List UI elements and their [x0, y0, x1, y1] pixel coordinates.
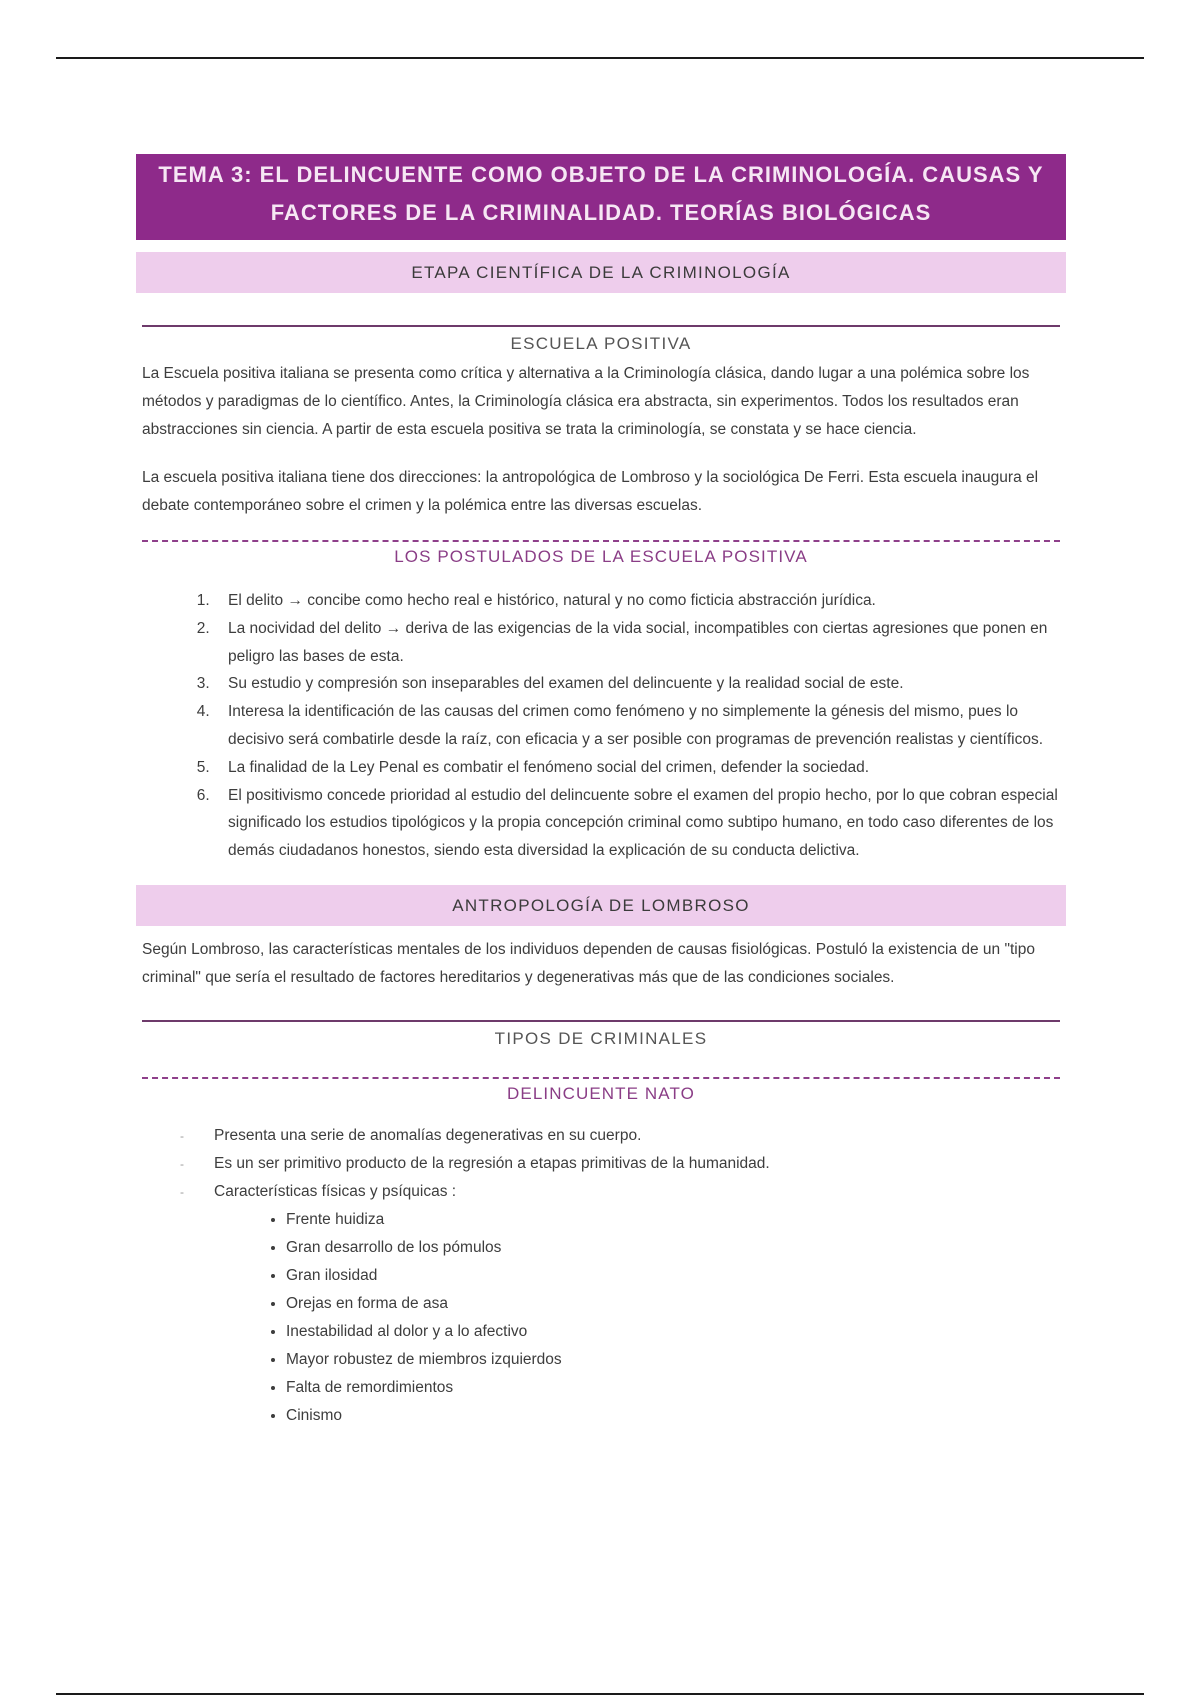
- postulado-item: 3. Su estudio y compresión son inseparables del examen del delincuente y la realidad social de este.: [214, 670, 1066, 698]
- section-band-etapa: ETAPA CIENTÍFICA DE LA CRIMINOLOGÍA: [136, 252, 1066, 293]
- postulado-item: 6. El positivismo concede prioridad al estudio del delincuente sobre el examen del propio hecho, por lo que cobran especial significado los estudios tipológicos y la propia concepción criminal como subtipo humano, en todo caso diferentes de los demás ciudadanos honestos, siendo esta diversidad la explicación de su conducta delictiva.: [214, 782, 1066, 865]
- document-page: [136, 154, 1066, 1430]
- caracteristica-item: • Falta de remordimientos: [286, 1374, 1066, 1402]
- heading-escuela-positiva: ESCUELA POSITIVA: [142, 325, 1060, 360]
- bottom-rule: [56, 1693, 1144, 1695]
- section-band-lombroso: ANTROPOLOGÍA DE LOMBROSO: [136, 885, 1066, 926]
- caracteristica-item: • Mayor robustez de miembros izquierdos: [286, 1346, 1066, 1374]
- postulado-item: 1. El delito → concibe como hecho real e histórico, natural y no como ficticia abstracción jurídica.: [214, 587, 1066, 615]
- caracteristica-item: • Gran desarrollo de los pómulos: [286, 1234, 1066, 1262]
- main-title: TEMA 3: EL DELINCUENTE COMO OBJETO DE LA CRIMINOLOGÍA. CAUSAS Y FACTORES DE LA CRIMINALIDAD. TEORÍAS BIOLÓGICAS: [136, 154, 1066, 240]
- paragraph-escuela-2: La escuela positiva italiana tiene dos direcciones: la antropológica de Lombroso y la sociológica De Ferri. Esta escuela inaugura el debate contemporáneo sobre el crimen y la polémica entre las diversas escuelas.: [142, 469, 1039, 514]
- nato-list: [136, 1122, 1066, 1430]
- heading-tipos-criminales: TIPOS DE CRIMINALES: [142, 1020, 1060, 1055]
- top-rule: [56, 57, 1144, 59]
- nato-item: - Es un ser primitivo producto de la regresión a etapas primitivas de la humanidad.: [214, 1150, 1066, 1178]
- postulado-item: 4. Interesa la identificación de las causas del crimen como fenómeno y no simplemente la génesis del mismo, pues lo decisivo será combatirle desde la raíz, con eficacia y a ser posible con programas de prevención realistas y científicos.: [214, 698, 1066, 754]
- caracteristica-item: • Orejas en forma de asa: [286, 1290, 1066, 1318]
- caracteristicas-list: [214, 1206, 1066, 1430]
- heading-postulados: LOS POSTULADOS DE LA ESCUELA POSITIVA: [142, 540, 1060, 575]
- nato-item: - Presenta una serie de anomalías degenerativas en su cuerpo.: [214, 1122, 1066, 1150]
- postulado-item: 5. La finalidad de la Ley Penal es combatir el fenómeno social del crimen, defender la sociedad.: [214, 754, 1066, 782]
- nato-item-label: Características físicas y psíquicas :: [214, 1182, 457, 1200]
- nato-item-caracteristicas: [214, 1178, 1066, 1430]
- caracteristica-item: • Frente huidiza: [286, 1206, 1066, 1234]
- paragraph-lombroso: Según Lombroso, las características mentales de los individuos dependen de causas fisiológicas. Postuló la existencia de un "tipo criminal" que sería el resultado de factores hereditarios y degenerativas más que de las condiciones sociales.: [142, 940, 1035, 986]
- caracteristica-item: • Inestabilidad al dolor y a lo afectivo: [286, 1318, 1066, 1346]
- postulado-item: 2. La nocividad del delito → deriva de las exigencias de la vida social, incompatibles con ciertas agresiones que ponen en peligro las bases de esta.: [214, 615, 1066, 671]
- heading-delincuente-nato: DELINCUENTE NATO: [142, 1077, 1060, 1112]
- postulados-list: [136, 587, 1066, 865]
- caracteristica-item: • Gran ilosidad: [286, 1262, 1066, 1290]
- paragraph-escuela-1: La Escuela positiva italiana se presenta como crítica y alternativa a la Criminología clásica, dando lugar a una polémica sobre los métodos y paradigmas de lo científico. Antes, la Criminología clásica era abstracta, sin experimentos. Todos los resultados eran abstracciones sin ciencia. A partir de esta escuela positiva se trata la criminología, se constata y se hace ciencia.: [142, 365, 1030, 438]
- caracteristica-item: • Cinismo: [286, 1402, 1066, 1430]
